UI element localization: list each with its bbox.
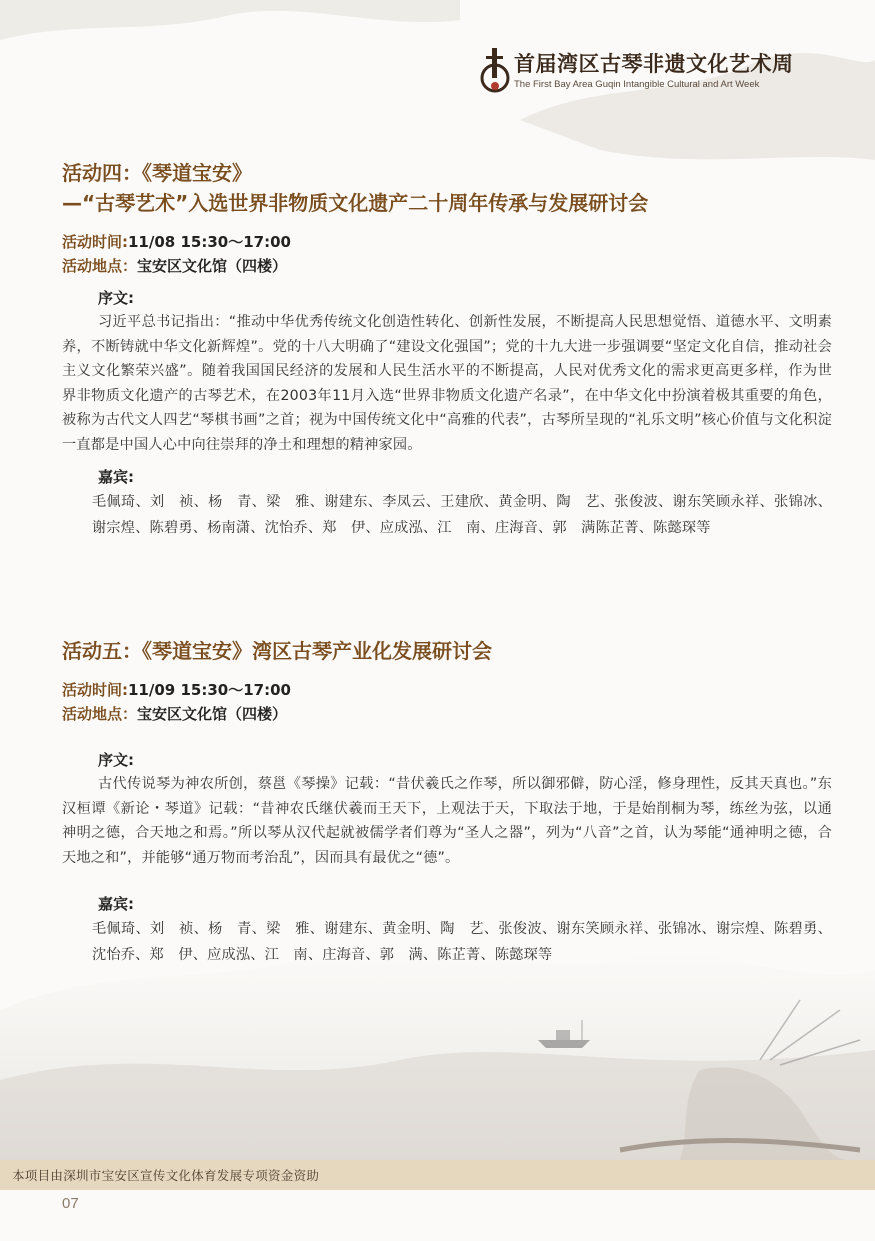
time-label: 活动时间: [62,681,128,699]
activity-four-title: 活动四：《琴道宝安》 [62,161,252,185]
activity-five-time [62,678,832,702]
place-label: 活动地点： [62,257,138,275]
preface-text: 习近平总书记指出：“推动中华优秀传统文化创造性转化、创新性发展，不断提高人民思想觉悟、道德水平、文明素养，不断铸就中华文化新辉煌”。党的十八大明确了“建设文化强国”；党的十九大进一步强调要“坚定文化自信，推动社会主义文化繁荣兴盛”。随着我国国民经济的发展和人民生活水平的不断提高，人民对优秀文化的需求更高更多样，作为世界非物质文化遗产的古琴艺术，在2003年11月入选“世界非物质文化遗产名录”，在中华文化中扮演着极其重要的角色，被称为古代文人四艺“琴棋书画”之首；视为中国传统文化中“高雅的代表”，古琴所呈现的“礼乐文明”核心价值与文化积淀一直都是中国人心中向往崇拜的净土和理想的精神家园。 [62,314,832,453]
funding-footer-bar [0,1160,875,1190]
activity-four-place [62,254,832,278]
activity-five-place [62,702,832,726]
guests-label: 嘉宾: [98,895,134,913]
activity-four-section [62,158,832,541]
top-mountain-shape [0,0,460,40]
activity-five-title: 活动五：《琴道宝安》湾区古琴产业化发展研讨会 [62,639,492,663]
preface-label: 序文: [98,751,134,769]
time-value: 11/08 15:30～17:00 [128,233,291,251]
guests-list: 毛佩琦、刘 祯、杨 青、梁 雅、谢建东、黄金明、陶 艺、张俊波、谢东笑顾永祥、张锦冰、谢宗煌、陈碧勇、沈怡乔、郑 伊、应成泓、江 南、庄海音、郭 满、陈芷菁、陈懿琛等 [92,921,832,963]
guests-list: 毛佩琦、刘 祯、杨 青、梁 雅、谢建东、李凤云、王建欣、黄金明、陶 艺、张俊波、谢东笑顾永祥、张锦冰、谢宗煌、陈碧勇、杨南潇、沈怡乔、郑 伊、应成泓、江 南、庄海音、郭 满陈芷菁、陈懿琛等 [92,494,832,536]
guests-label: 嘉宾: [98,468,134,486]
activity-four-subtitle: —“古琴艺术”入选世界非物质文化遗产二十周年传承与发展研讨会 [62,191,649,215]
place-value: 宝安区文化馆（四楼） [137,705,288,723]
preface-label: 序文: [98,289,134,307]
preface-text: 古代传说琴为神农所创，蔡邕《琴操》记载：“昔伏羲氏之作琴，所以御邪僻，防心淫，修身理性，反其天真也。”东汉桓谭《新论・琴道》记载：“昔神农氏继伏羲而王天下，上观法于天，下取法于地，于是始削桐为琴，练丝为弦，以通神明之德，合天地之和焉。”所以琴从汉代起就被儒学者们尊为“圣人之器”，列为“八音”之首，认为琴能“通神明之德，合天地之和”，并能够“通万物而考治乱”，因而具有最优之“德”。 [62,776,832,866]
activity-four-time [62,230,832,254]
header-title-en: The First Bay Area Guqin Intangible Cultural and Art Week [514,79,760,90]
place-label: 活动地点： [62,705,138,723]
page-number: 07 [62,1195,79,1212]
header-title-cn: 首届湾区古琴非遗文化艺术周 [514,52,794,76]
time-value: 11/09 15:30～17:00 [128,681,291,699]
event-header [478,44,838,100]
activity-five-section [62,636,832,968]
guqin-logo-icon [478,46,512,94]
funding-text: 本项目由深圳市宝安区宣传文化体育发展专项资金资助 [12,1168,320,1183]
place-value: 宝安区文化馆（四楼） [137,257,288,275]
time-label: 活动时间: [62,233,128,251]
